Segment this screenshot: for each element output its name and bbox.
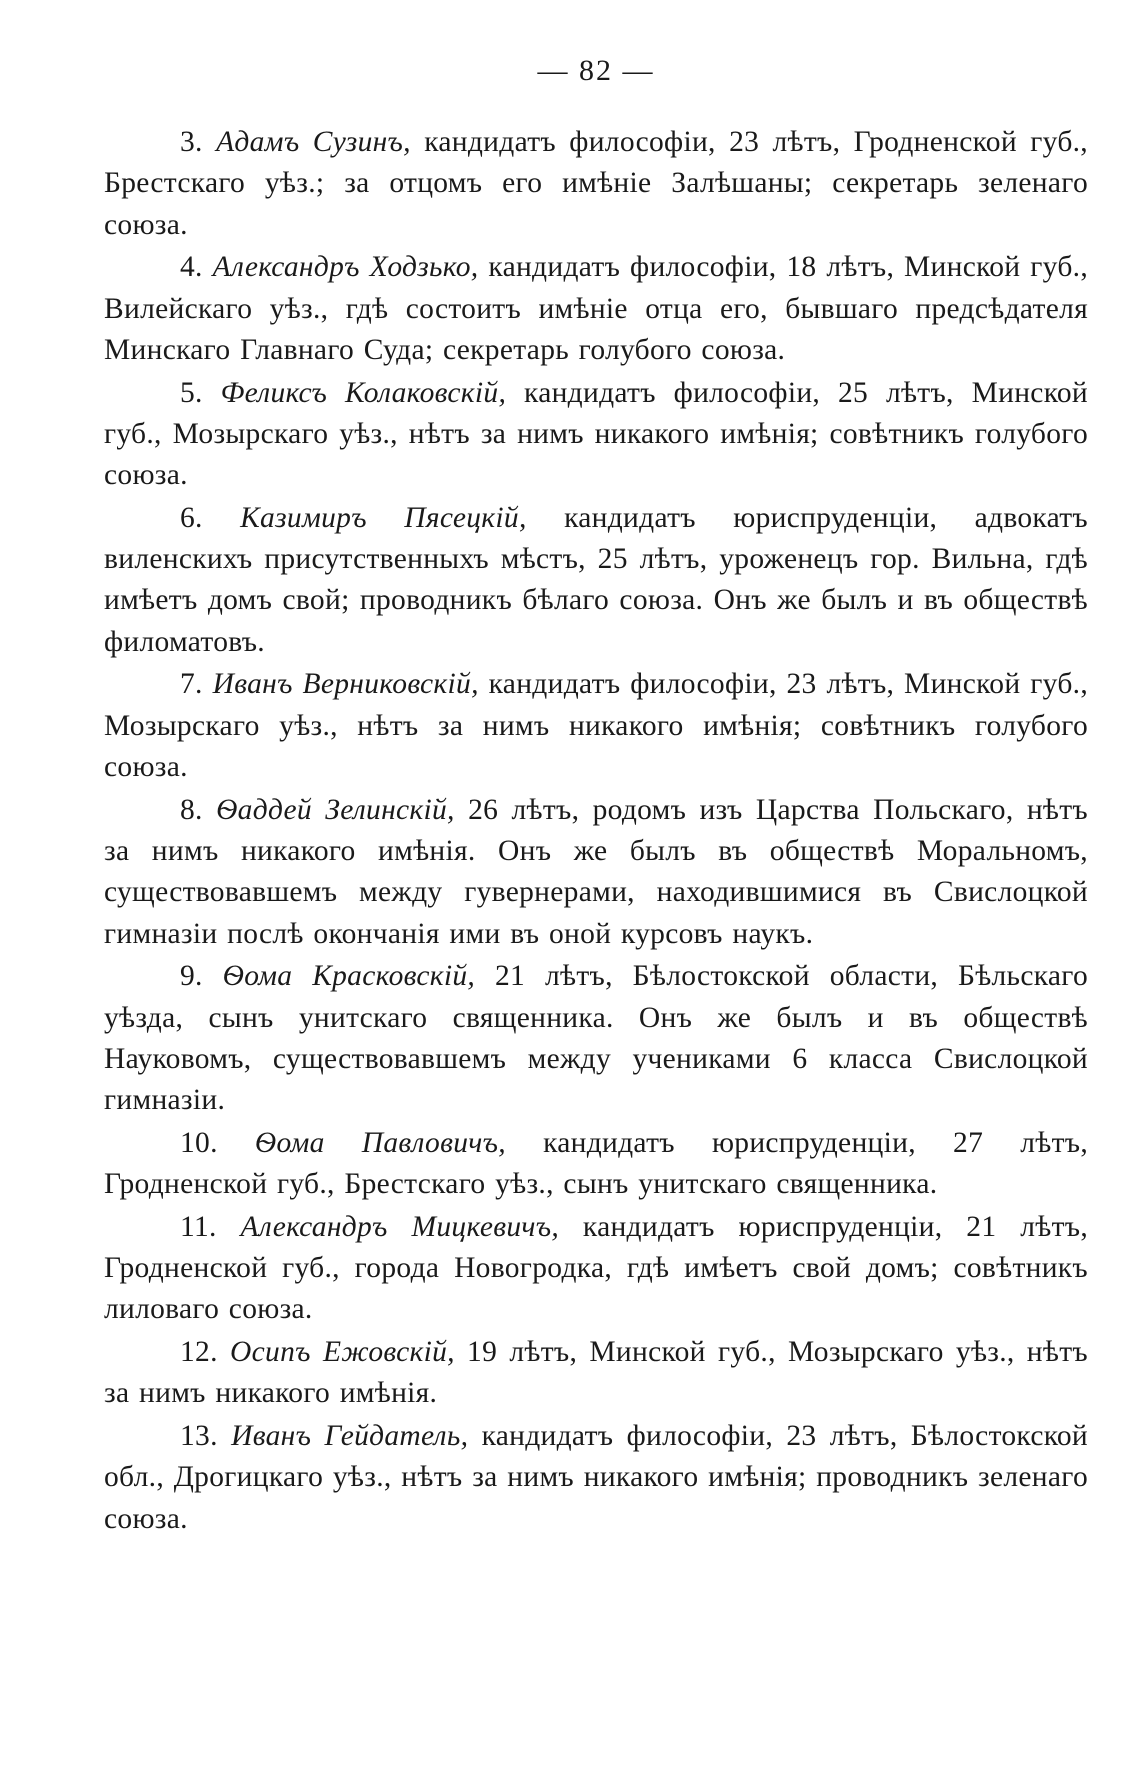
list-item bbox=[104, 1332, 1088, 1415]
entry-name: Казимиръ Пясецкій, bbox=[240, 501, 527, 534]
list-item bbox=[104, 122, 1088, 246]
entry-list bbox=[104, 122, 1088, 1541]
list-item bbox=[104, 956, 1088, 1121]
entry-name: Феликсъ Колаковскій, bbox=[220, 376, 507, 409]
entry-name: Александръ Ходзько, bbox=[212, 251, 479, 284]
entry-name: Иванъ Верниковскій, bbox=[212, 668, 479, 701]
entry-number: 8. bbox=[180, 793, 203, 826]
entry-text: 26 лѣтъ, родомъ изъ Царства Польскаго, нѣтъ за нимъ никакого имѣнія. Онъ же былъ въ обществѣ Моральномъ, существовавшемъ между гувернерами, находившимися въ Свислоцкой гимназіи послѣ окончанія ими въ оной курсовъ наукъ. bbox=[104, 793, 1088, 950]
entry-number: 6. bbox=[180, 501, 203, 534]
entry-number: 11. bbox=[180, 1210, 217, 1243]
entry-name: Ѳаддей Зелинскій, bbox=[216, 793, 455, 826]
entry-name: Адамъ Сузинъ, bbox=[216, 126, 411, 158]
entry-name: Александръ Мицкевичъ, bbox=[240, 1210, 560, 1243]
list-item bbox=[104, 373, 1088, 497]
list-item bbox=[104, 1207, 1088, 1331]
list-item bbox=[104, 1416, 1088, 1540]
entry-number: 12. bbox=[180, 1336, 218, 1369]
entry-text: кандидатъ философіи, 25 лѣтъ, Минской губ., Мозырскаго уѣз., нѣтъ за нимъ никакого имѣнія; совѣтникъ голубого союза. bbox=[104, 376, 1088, 492]
list-item bbox=[104, 790, 1088, 955]
entry-text: кандидатъ философіи, 23 лѣтъ, Бѣлостокской обл., Дрогицкаго уѣз., нѣтъ за нимъ никакого имѣнія; проводникъ зеленаго союза. bbox=[104, 1420, 1088, 1535]
entry-text: кандидатъ философіи, 23 лѣтъ, Минской губ., Мозырскаго уѣз., нѣтъ за нимъ никакого имѣнія; совѣтникъ голубого союза. bbox=[104, 668, 1088, 784]
entry-number: 5. bbox=[180, 376, 203, 409]
entry-number: 13. bbox=[180, 1420, 218, 1453]
entry-name: Ѳома Павловичъ, bbox=[254, 1126, 506, 1159]
list-item bbox=[104, 1123, 1088, 1206]
entry-text: кандидатъ юриспруденціи, адвокатъ виленскихъ присутственныхъ мѣстъ, 25 лѣтъ, уроженецъ гор. Вильна, гдѣ имѣетъ домъ свой; проводникъ бѣлаго союза. Онъ же былъ и въ обществѣ филоматовъ. bbox=[104, 501, 1088, 658]
entry-name: Ѳома Красковскій, bbox=[222, 960, 476, 993]
list-item bbox=[104, 498, 1088, 663]
entry-number: 4. bbox=[180, 251, 203, 284]
page-number: — 82 — bbox=[537, 54, 655, 87]
entry-name: Осипъ Ежовскій, bbox=[230, 1336, 455, 1369]
entry-name: Иванъ Гейдатель, bbox=[231, 1420, 469, 1453]
list-item bbox=[104, 664, 1088, 788]
entry-text: 19 лѣтъ, Минской губ., Мозырскаго уѣз., нѣтъ за нимъ никакого имѣнія. bbox=[104, 1336, 1088, 1410]
entry-number: 10. bbox=[180, 1126, 218, 1159]
entry-text: кандидатъ философіи, 18 лѣтъ, Минской губ., Вилейскаго уѣз., гдѣ состоитъ имѣніе отца его, бывшаго предсѣдателя Минскаго Главнаго Суда; секретарь голубого союза. bbox=[104, 251, 1088, 366]
entry-text: кандидатъ философіи, 23 лѣтъ, Гродненской губ., Брестскаго уѣз.; за отцомъ его имѣніе Залѣшаны; секретарь зеленаго союза. bbox=[104, 126, 1088, 241]
entry-number: 7. bbox=[180, 668, 203, 701]
entry-text: кандидатъ юриспруденціи, 27 лѣтъ, Гродненской губ., Брестскаго уѣз., сынъ унитскаго священника. bbox=[104, 1126, 1089, 1201]
entry-number: 9. bbox=[180, 960, 203, 993]
entry-text: 21 лѣтъ, Бѣлостокской области, Бѣльскаго уѣзда, сынъ унитскаго священника. Онъ же былъ и въ обществѣ Науковомъ, существовавшемъ между учениками 6 класса Свислоцкой гимназіи. bbox=[104, 960, 1089, 1117]
entry-number: 3. bbox=[180, 126, 203, 158]
list-item bbox=[104, 247, 1088, 371]
entry-text: кандидатъ юриспруденціи, 21 лѣтъ, Гродненской губ., города Новогродка, гдѣ имѣетъ свой домъ; совѣтникъ лиловаго союза. bbox=[104, 1210, 1088, 1326]
